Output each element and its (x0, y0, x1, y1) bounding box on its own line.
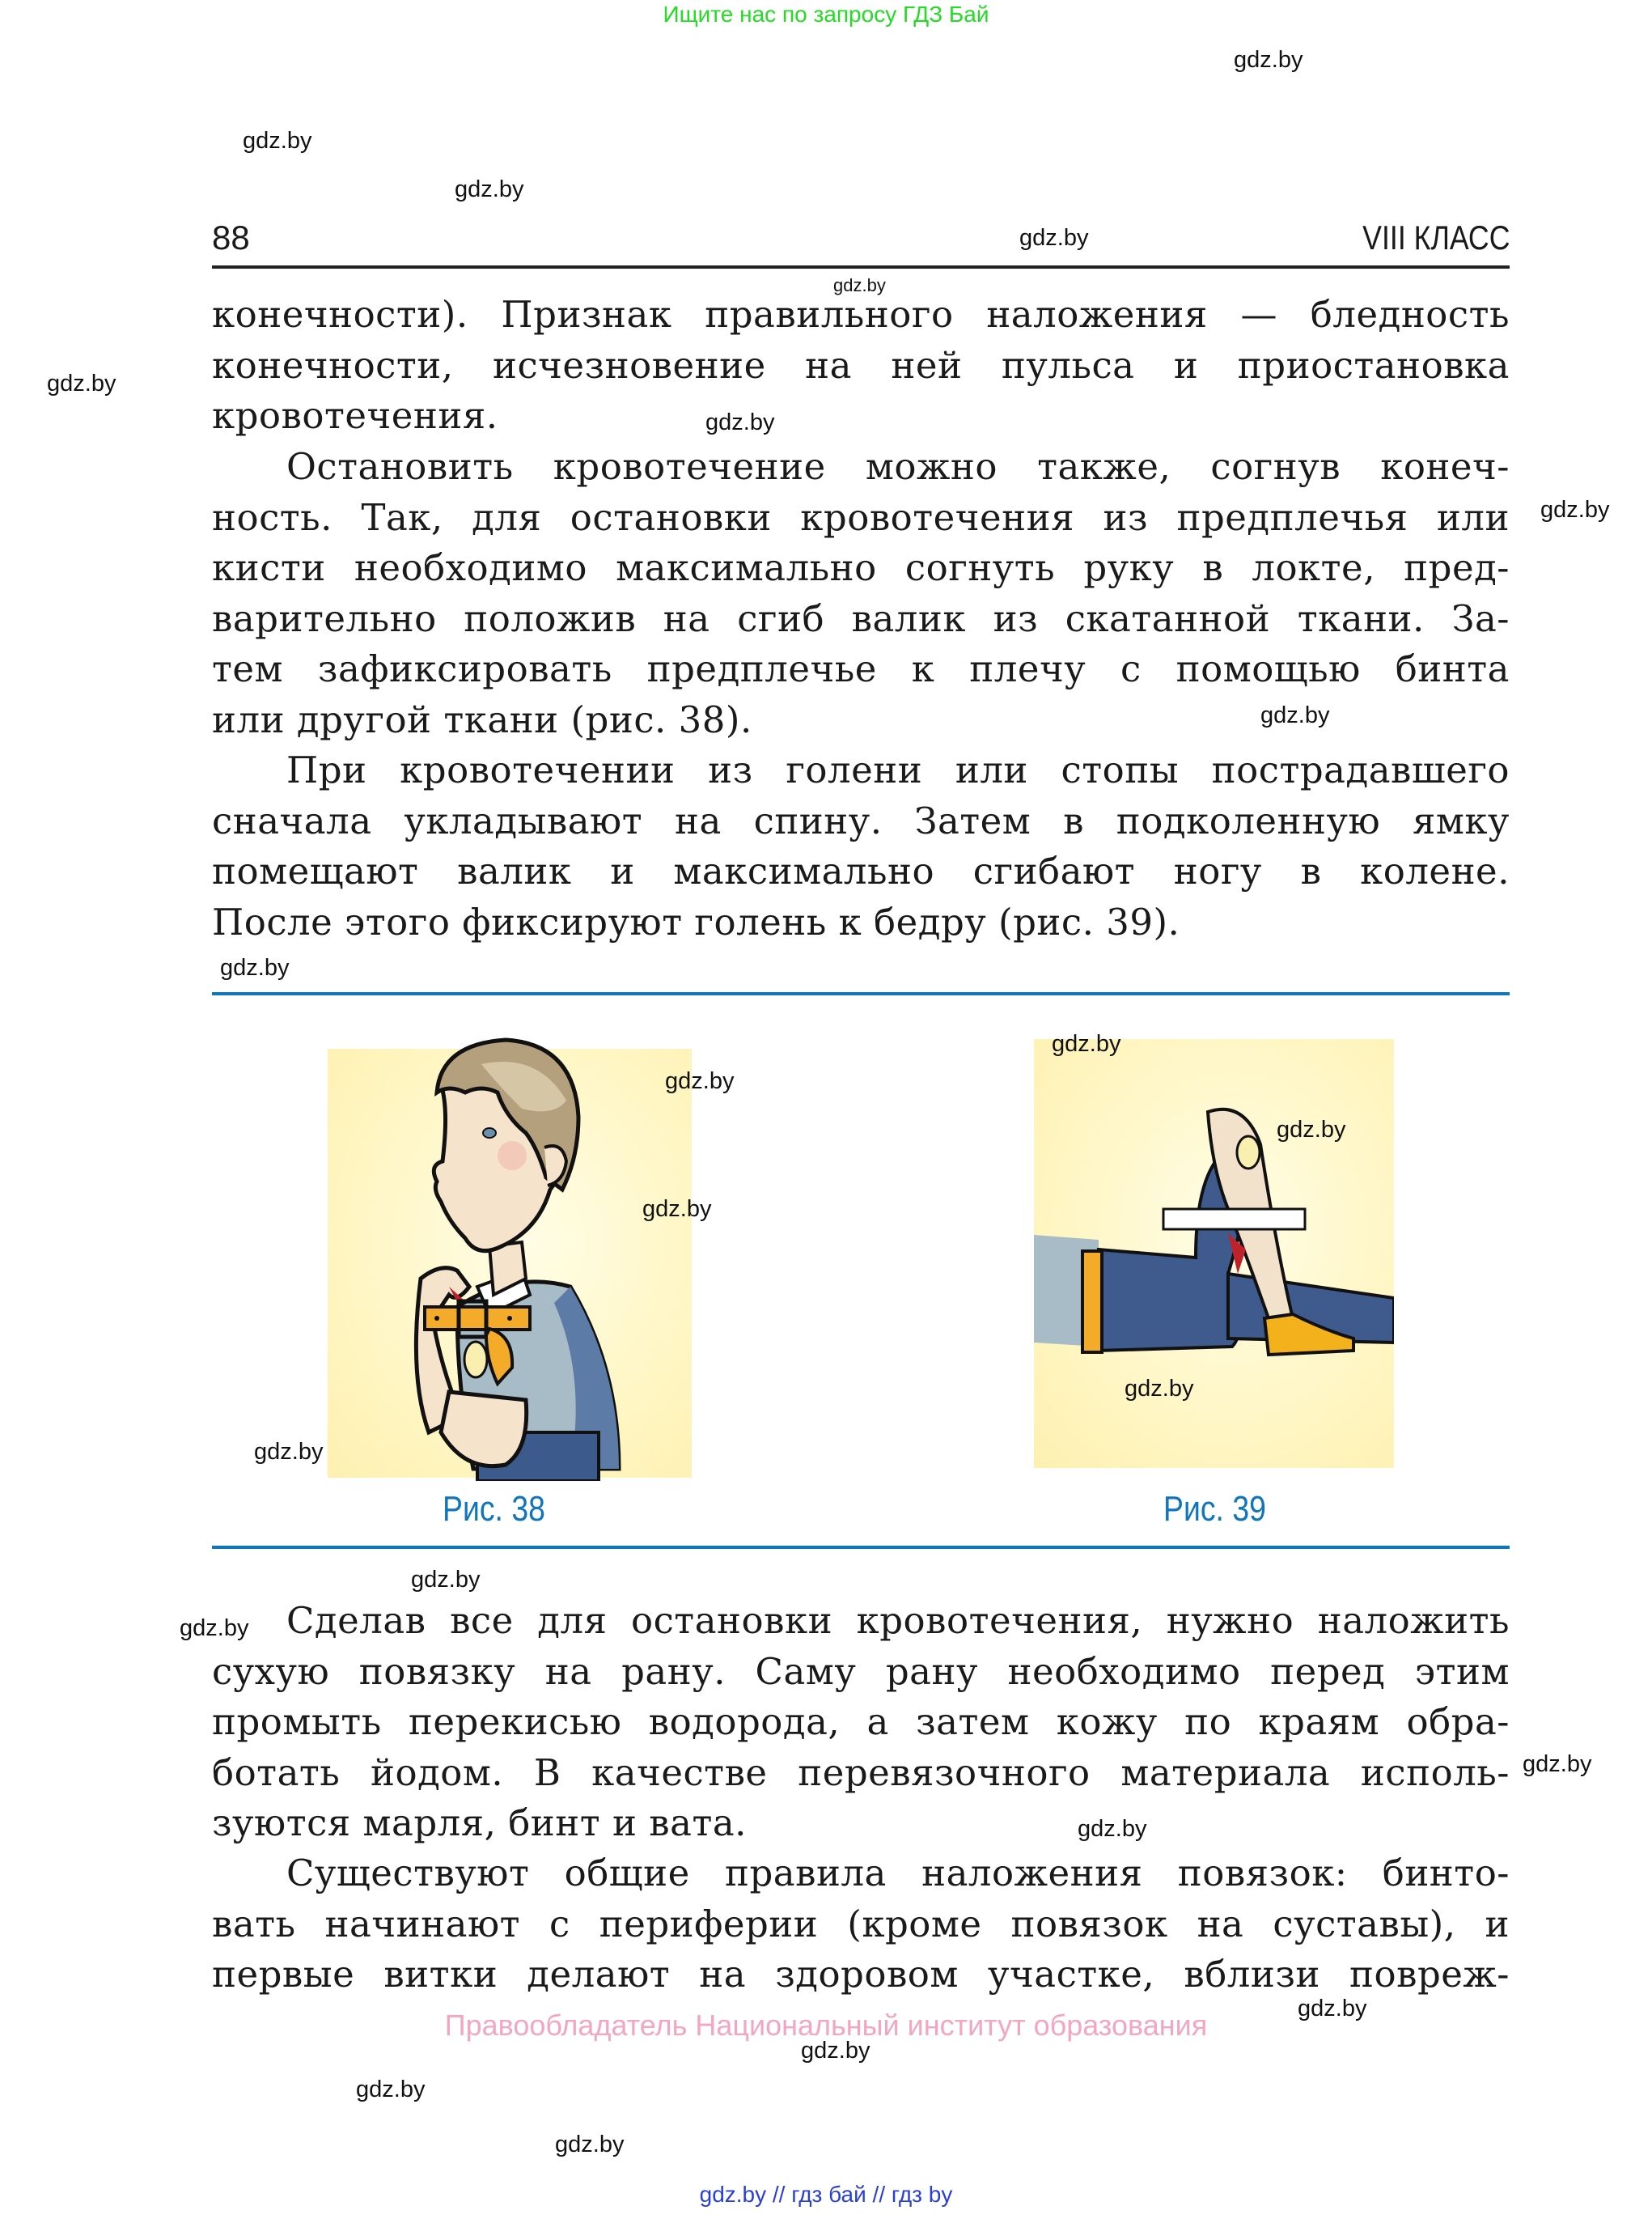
watermark: gdz.by (180, 1615, 249, 1641)
search-banner: Ищите нас по запросу ГДЗ Бай (663, 2, 989, 27)
figure-top-rule (212, 992, 1510, 995)
watermark: gdz.by (455, 176, 524, 202)
watermark: gdz.by (801, 2038, 870, 2064)
text-line: Сделав все для остановки кровотечения, нужно наложить (286, 1599, 1510, 1642)
figure-bottom-rule (212, 1546, 1510, 1549)
text-line: вать начинают с периферии (кроме повязок на суставы), и (212, 1902, 1510, 1945)
watermark: gdz.by (1277, 1117, 1346, 1143)
watermark: gdz.by (1019, 225, 1089, 251)
text-line: конечности, исчезновение на ней пульса и приостановка (212, 343, 1510, 387)
figure-38-caption: Рис. 38 (443, 1489, 545, 1529)
text-line: Существуют общие правила наложения повязок: бинто- (286, 1852, 1510, 1894)
watermark: gdz.by (833, 275, 886, 295)
text-line: первые витки делают на здоровом участке, вблизи повреж- (212, 1953, 1510, 1996)
watermark: gdz.by (1078, 1816, 1147, 1842)
watermark: gdz.by (705, 409, 775, 435)
text-line: Остановить кровотечение можно также, согнув конеч- (286, 445, 1510, 488)
watermark: gdz.by (1234, 47, 1303, 73)
page-number: 88 (212, 218, 250, 257)
watermark: gdz.by (1260, 702, 1330, 728)
watermark: gdz.by (1052, 1031, 1121, 1057)
paragraph-5 (212, 1848, 1510, 2000)
text-line: промыть перекисью водорода, а затем кожу по краям обра- (212, 1700, 1510, 1743)
text-line: конечности). Признак правильного наложения — бледность (212, 293, 1510, 336)
watermark: gdz.by (1298, 1996, 1367, 2021)
text-line: кисти необходимо максимально согнуть руку в локте, пред- (212, 546, 1510, 589)
footer-links[interactable]: gdz.by // гдз бай // гдз by (699, 2182, 953, 2207)
watermark: gdz.by (555, 2132, 625, 2157)
text-line: сухую повязку на рану. Саму рану необходимо перед этим (212, 1649, 1510, 1693)
figure-39-caption: Рис. 39 (1163, 1489, 1266, 1529)
text-line: сначала укладывают на спину. Затем в подколенную ямку (212, 799, 1510, 842)
paragraph-4 (212, 1596, 1510, 1849)
watermark: gdz.by (220, 955, 290, 981)
watermark: gdz.by (1125, 1376, 1194, 1402)
text-line: зуются марля, бинт и вата. (212, 1801, 747, 1844)
text-line: кровотечения. (212, 394, 498, 437)
running-head (212, 212, 1510, 261)
header-rule (212, 265, 1510, 269)
leg-bandage-illustration (1034, 1039, 1394, 1468)
text-line: варительно положив на сгиб валик из скатанной ткани. За- (212, 596, 1510, 640)
watermark: gdz.by (356, 2077, 426, 2102)
watermark: gdz.by (1523, 1751, 1592, 1777)
text-line: помещают валик и максимально сгибают ногу в колене. (212, 850, 1510, 893)
paragraph-3 (212, 745, 1510, 948)
watermark: gdz.by (254, 1439, 324, 1465)
text-line: или другой ткани (рис. 38). (212, 698, 752, 741)
watermark: gdz.by (47, 371, 116, 397)
watermark: gdz.by (243, 128, 312, 154)
watermark: gdz.by (411, 1567, 481, 1593)
text-line: ность. Так, для остановки кровотечения из предплечья или (212, 495, 1510, 539)
watermark: gdz.by (665, 1068, 735, 1094)
boy-tourniquet-illustration (328, 1028, 692, 1481)
text-line: После этого фиксируют голень к бедру (рис. 39). (212, 900, 1180, 944)
paragraph-1 (212, 290, 1510, 442)
paragraph-2 (212, 442, 1510, 745)
text-line: тем зафиксировать предплечье к плечу с помощью бинта (212, 647, 1510, 690)
copyright-notice: Правообладатель Национальный институт образования (444, 2009, 1208, 2042)
watermark: gdz.by (1540, 497, 1610, 523)
text-line: ботать йодом. В качестве перевязочного материала исполь- (212, 1750, 1510, 1794)
grade-label: VIII КЛАСС (1362, 218, 1510, 257)
watermark: gdz.by (642, 1196, 712, 1222)
text-line: При кровотечении из голени или стопы пострадавшего (286, 749, 1510, 791)
